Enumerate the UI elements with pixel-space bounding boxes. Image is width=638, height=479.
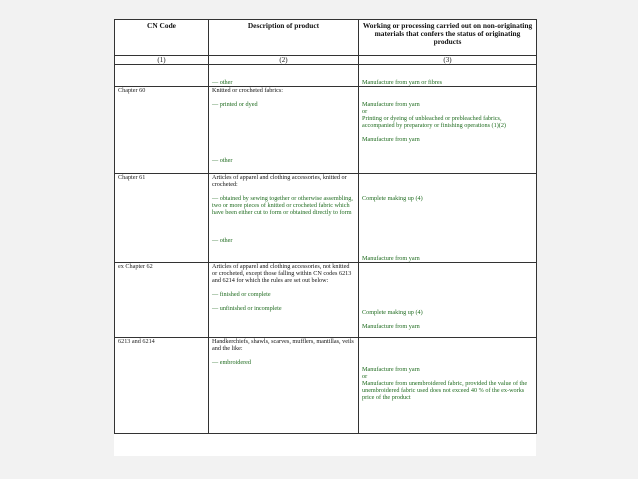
table-row [115,338,537,434]
desc-line: — other [212,157,233,164]
work-line: Manufacture from yarn or fibres [362,79,443,86]
work-line: Manufacture from unembroidered fabric, provided the value of the unembroidered fabric used does not exceed 40 % of the ex-works price of the product [362,380,528,401]
header-working: Working or processing carried out on non-originating materials that confers the status of originating products [359,20,537,56]
description-cell [209,87,359,174]
work-line: Complete making up (4) [362,195,423,202]
col-number-1: (1) [115,56,209,65]
work-line: Manufacture from yarn [362,255,420,262]
work-line: Manufacture from yarn [362,366,420,373]
desc-line: — obtained by sewing together or otherwise assembling, two or more pieces of knitted or crocheted fabric which have been either cut to form or obtained directly to form [212,195,353,216]
table-row [115,87,537,174]
working-cell [359,174,537,263]
description-cell [209,65,359,87]
cn-code-cell: 6213 and 6214 [115,338,209,434]
desc-line: Handkerchiefs, shawls, scarves, mufflers, mantillas, veils and the like: [212,338,354,352]
header-description: Description of product [209,20,359,56]
document-page [114,19,536,456]
table-row [115,263,537,338]
cn-code-cell: Chapter 60 [115,87,209,174]
desc-line: — embroidered [212,359,252,366]
work-line: or [362,108,368,115]
working-cell [359,263,537,338]
col-number-3: (3) [359,56,537,65]
working-cell [359,65,537,87]
desc-line: — other [212,237,233,244]
desc-line: Articles of apparel and clothing accessories, knitted or crocheted: [212,174,347,188]
table-row [115,174,537,263]
description-cell [209,263,359,338]
work-line: Printing or dyeing of unbleached or prebleached fabrics, accompanied by preparatory or finishing operations (1)(2) [362,115,506,129]
desc-line: — other [212,79,233,86]
description-cell [209,174,359,263]
work-line: or [362,373,368,380]
work-line: Complete making up (4) [362,309,423,316]
rules-table [114,19,537,434]
work-line: Manufacture from yarn [362,323,420,330]
work-line: Manufacture from yarn [362,136,420,143]
cn-code-cell [115,65,209,87]
working-cell [359,87,537,174]
col-number-2: (2) [209,56,359,65]
desc-line: — printed or dyed [212,101,258,108]
column-number-row [115,56,537,65]
cn-code-cell: Chapter 61 [115,174,209,263]
work-line: Manufacture from yarn [362,101,420,108]
desc-line: Knitted or crocheted fabrics: [212,87,283,94]
desc-line: Articles of apparel and clothing accessories, not knitted or crocheted, except those falling within CN codes 6213 and 6214 for which the rules are set out below: [212,263,352,284]
cn-code-cell: ex Chapter 62 [115,263,209,338]
working-cell [359,338,537,434]
desc-line: — finished or complete [212,291,271,298]
table-row [115,65,537,87]
desc-line: — unfinished or incomplete [212,305,282,312]
description-cell [209,338,359,434]
header-cn-code: CN Code [115,20,209,56]
header-row [115,20,537,56]
